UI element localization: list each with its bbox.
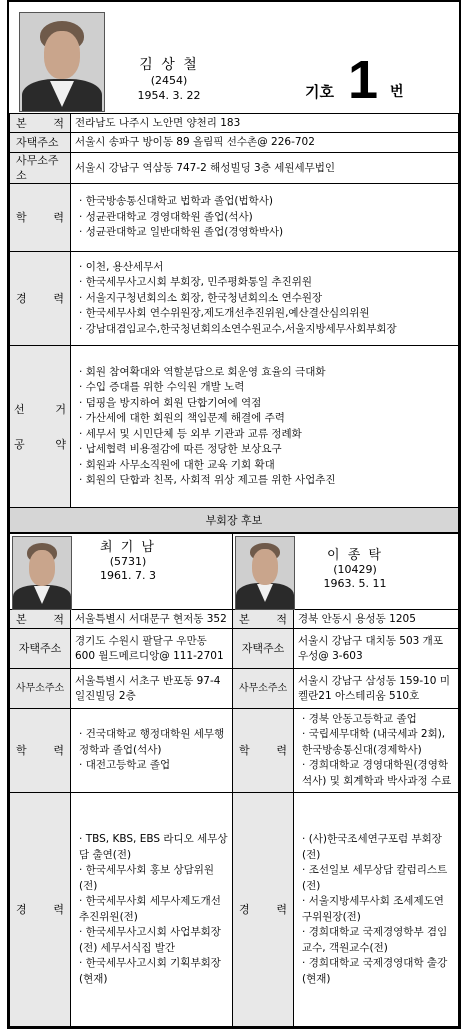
list-item: · 조선일보 세무상담 칼럼리스트(전) [302,863,454,894]
vice-1-photo [12,536,72,610]
list-item: · 한국세무사회 홍보 상담위원(전) [79,863,228,894]
vice-1-birth: 1961. 7. 3 [100,569,156,582]
vice-row-home: 자택주소 경기도 수원시 팔달구 우만동 600 월드메르디앙@ 111-2701 자택주소 서울시 강남구 대치동 503 개포 우성@ 3-603 [10,629,459,669]
list-item: · 국립세무대학 (내국세과 2회), 한국방송통신대(경제학사) [302,727,454,758]
list-item: · 가산세에 대한 회원의 책임문제 해결에 주력 [79,411,454,427]
candidate-header [9,2,459,113]
candidate-photo [19,12,105,112]
info-row-office: 사무소주소 서울시 강남구 역삼동 747-2 해성빌딩 3층 세원세무법인 [10,153,459,184]
list-item: · 수입 증대를 위한 수익원 개발 노력 [79,380,454,396]
vice-1-code: (5731) [109,555,147,568]
list-item: · 납세협력 비용절감에 따른 정당한 보상요구 [79,442,454,458]
vice-2-name: 이 종 탁 [327,548,383,563]
list-item: · 한국세무사회 세무사제도개선추진위원(전) [79,894,228,925]
info-row-pledges: 선 거 공 약 · 회원 참여확대와 역할분담으로 회운영 효율의 극대화 · 수입 증대를 위한 수익원 개발 노력 · 덤핑을 방지하여 회원 단합기여에 역점 · 가산세에 대한 회원의 책임문제 해결에 주력 · 세무서 및 시민단체 등 외부 기관과 교류 정례화 · 납세협력 비용절감에 따른 정당한 보상요구 · 회원과 사무소직원에 대한 교육 기회 확대 · 회원의 단합과 친목, 사회적 위상 제고를 위한 사업추진 [10,346,459,508]
vice-2-career-list [298,832,454,987]
info-row-career: 경 력 · 이천, 용산세무서 · 한국세무사고시회 부회장, 민주평화통일 추진위원 · 서울지구청년회의소 회장, 한국청년회의소 연수원장 · 한국세무사회 연수위원장,제도개선추진위원,예산결산심의위원 · 강남대겸임교수,한국청년회의소연수원교수,서울지방세무사회부회장 [10,252,459,346]
pledge-list [75,365,454,489]
info-row-education: 학 력 · 한국방송통신대학교 법학과 졸업(법학사) · 성균관대학교 경영대학원 졸업(석사) · 성균관대학교 일반대학원 졸업(경영학박사) [10,184,459,252]
list-item: · 회원 참여확대와 역할분담으로 회운영 효율의 극대화 [79,365,454,381]
candidate-name: 김 상 철 [139,57,199,73]
candidate-birth: 1954. 3. 22 [137,89,201,102]
list-item: · (사)한국조세연구포럼 부회장(전) [302,832,454,863]
vice-2-education-list [298,712,454,790]
list-item: · 한국세무사고시회 기획부회장(현재) [79,956,228,987]
list-item: · 서울지방세무사회 조세제도연구위원장(전) [302,894,454,925]
vice-section-header: 부회장 후보 [10,508,459,533]
vice-header-row [10,534,459,610]
list-item: · 한국방송통신대학교 법학과 졸업(법학사) [79,194,454,210]
vice-row-career: 경 력 · TBS, KBS, EBS 라디오 세무상담 출연(전) · 한국세무사회 홍보 상담위원(전) · 한국세무사회 세무사제도개선추진위원(전) · 한국세무사고시회 사업부회장(전) 세무서식집 발간 · 한국세무사고시회 기획부회장(현재) 경 력 · (사)한국조세연구포럼 부회장(전) · 조선일보 세무상담 칼럼리스트(전) · 서울지방세무사회 조세제도연구위원장(전) · 경희대학교 국제경영학부 겸임교수, 객원교수(전) · 경희대학교 국제경영대학 출강(현재) [10,793,459,1027]
list-item: · 회원과 사무소직원에 대한 교육 기회 확대 [79,458,454,474]
vice-1-name: 최 기 남 [100,540,156,555]
list-item: · 한국세무사고시회 부회장, 민주평화통일 추진위원 [79,275,454,291]
education-list [75,194,454,241]
ballot-number: 기호 1 번 [305,50,404,110]
list-item: · 경희대학교 국제경영대학 출강(현재) [302,956,454,987]
list-item: · 한국세무사고시회 사업부회장(전) 세무서식집 발간 [79,925,228,956]
vice-1-education-list [75,727,228,774]
list-item: · 대전고등학교 졸업 [79,758,228,774]
vice-1-career-list [75,832,228,987]
list-item: · 경북 안동고등학교 졸업 [302,712,454,728]
vice-2-birth: 1963. 5. 11 [323,577,387,590]
list-item: · 성균관대학교 일반대학원 졸업(경영학박사) [79,225,454,241]
vice-row-origin: 본 적 서울특별시 서대문구 현저동 352 본 적 경북 안동시 용성동 1205 [10,610,459,629]
vice-row-education: 학 력 · 건국대학교 행정대학원 세무행정학과 졸업(석사) · 대전고등학교 졸업 학 력 · 경북 안동고등학교 졸업 · 국립세무대학 (내국세과 2회), 한국방송통신대(경제학사) · 경희대학교 경영대학원(경영학석사) 및 회계학과 박사과정 수료 [10,709,459,793]
list-item: · 건국대학교 행정대학원 세무행정학과 졸업(석사) [79,727,228,758]
list-item: · TBS, KBS, EBS 라디오 세무상담 출연(전) [79,832,228,863]
list-item: · 강남대겸임교수,한국청년회의소연수원교수,서울지방세무사회부회장 [79,322,454,338]
list-item: · 이천, 용산세무서 [79,260,454,276]
candidate-code: (2454) [150,74,188,87]
list-item: · 경희대학교 국제경영학부 겸임교수, 객원교수(전) [302,925,454,956]
candidate-info-table [9,113,459,533]
list-item: · 덤핑을 방지하여 회원 단합기여에 역점 [79,396,454,412]
vice-row-office: 사무소주소 서울특별시 서초구 반포동 97-4 일진빌딩 2층 사무소주소 서울시 강남구 삼성동 159-10 미켈란21 아스테리움 510호 [10,669,459,709]
info-row-origin: 본 적 전라남도 나주시 노안면 양천리 183 [10,114,459,133]
vice-table [9,533,459,1027]
list-item: · 서울지구청년회의소 회장, 한국청년회의소 연수원장 [79,291,454,307]
list-item: · 경희대학교 경영대학원(경영학석사) 및 회계학과 박사과정 수료 [302,758,454,789]
list-item: · 성균관대학교 경영대학원 졸업(석사) [79,210,454,226]
list-item: · 회원의 단합과 친목, 사회적 위상 제고를 위한 사업추진 [79,473,454,489]
list-item: · 한국세무사회 연수위원장,제도개선추진위원,예산결산심의위원 [79,306,454,322]
vice-2-photo [235,536,295,610]
list-item: · 세무서 및 시민단체 등 외부 기관과 교류 정례화 [79,427,454,443]
career-list [75,260,454,338]
candidate-sheet [7,0,461,1029]
vice-2-code: (10429) [333,563,377,576]
info-row-home: 자택주소 서울시 송파구 방이동 89 올림픽 선수촌@ 226-702 [10,133,459,153]
